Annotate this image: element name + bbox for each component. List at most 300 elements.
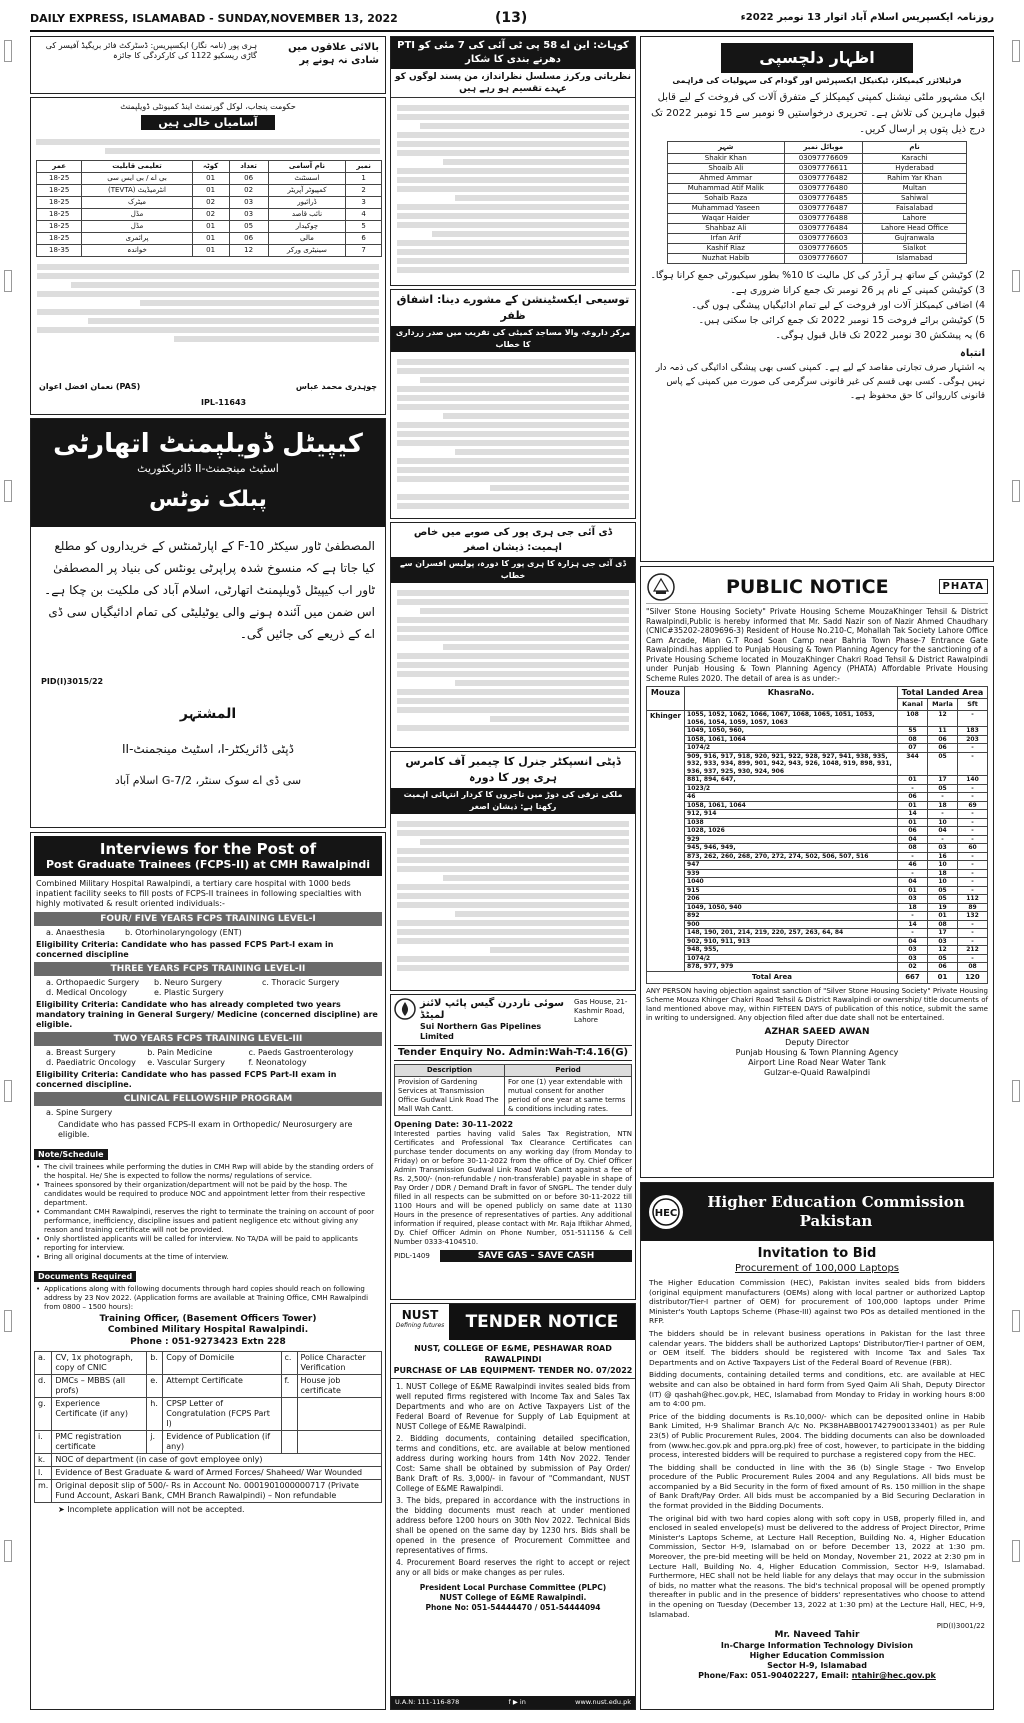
table-cell: 03097776488	[784, 214, 863, 224]
table-cell: 01	[192, 173, 229, 185]
table-cell: Islamabad	[863, 254, 967, 264]
table-cell: 01	[192, 245, 229, 257]
table-cell: 07	[898, 744, 928, 753]
specialty-item: f. Neonatology	[248, 1058, 307, 1067]
news-chamber-visit	[390, 751, 636, 991]
table-cell: 03097776605	[784, 244, 863, 254]
table-cell: 18-25	[37, 209, 82, 221]
table-cell: -	[898, 869, 928, 878]
table-cell: 344	[898, 752, 928, 776]
cmh-interview-ad	[30, 832, 386, 1710]
registration-mark	[1012, 270, 1020, 292]
hec-para: The original bid with two hard copies along with soft copy in USB, properly filled in, and enclosed in sealed envelope(s) must be delivered to the address of Project Director, Prime Minister's Laptops Scheme, at Lecture Hall Reception, Building No. 4, Higher Education Commission, Sector H-9, Islamabad on or before December 13, 2022 at 1:30 pm. Moreover, the pre-bid meeting will be held on Monday, November 21, 2022 at 2:30 pm in Lecture Hall, Building No. 4, Higher Education Commission, Sector H-9, Islamabad. Furthermore, HEC shall not be held liable for any delays that may occur in the submission of bids, no matter what the reasons. The bid's technical proposal will be opened promptly thereafter in public and in the presence of bidders' representatives who choose to attend in the opening on Tuesday (December 13, 2022 at 1:30 pm) at the Lecture Hall, HEC, H-9, Islamabad.	[649, 1513, 985, 1619]
table-row	[668, 204, 967, 214]
table-cell: 08	[928, 920, 958, 929]
table-row	[647, 852, 988, 861]
table-cell: خواندہ	[82, 245, 192, 257]
table-row	[647, 878, 988, 887]
table-row	[647, 711, 988, 727]
table-cell: 06	[898, 793, 928, 802]
registration-mark	[4, 40, 12, 62]
table-cell	[281, 1398, 297, 1431]
news-dig-haripur	[390, 522, 636, 748]
table-cell: -	[928, 793, 958, 802]
table-cell: 03097776603	[784, 234, 863, 244]
table-cell: 08	[898, 844, 928, 853]
pn-subcol: Kanal	[898, 699, 928, 711]
table-row	[35, 1431, 382, 1454]
table-cell: 01	[898, 886, 928, 895]
specialty-item: c. Paeds Gastroenterology	[248, 1048, 354, 1057]
table-cell: -	[958, 827, 988, 836]
cmh-clinical-elig: Candidate who has passed FCPS-II exam in Orthopedic/ Neurosurgery are eligible.	[58, 1120, 353, 1139]
hec-sign-name: Mr. Naveed Tahir	[774, 1630, 860, 1641]
pn-objection: ANY PERSON having objection against sanction of "Silver Stone Housing Society" Private Housing Scheme Mouza Khinger Chakri Road Tehsil & District Rawalpindi or ownership/ title documents of land mentioned above may, within FIFTEEN DAYS of publication of this notice, submit the same in writing to undersigned. Any objection filed after due date shall not be entertained.	[646, 986, 988, 1022]
table-cell: -	[928, 835, 958, 844]
table-cell: 14	[898, 810, 928, 819]
table-row	[647, 827, 988, 836]
pn-sign-line: Deputy Director	[785, 1037, 849, 1047]
table-cell: 1023/2	[685, 784, 898, 793]
masthead-left: DAILY EXPRESS, ISLAMABAD - SUNDAY,NOVEMBER 13, 2022	[30, 12, 398, 25]
registration-mark	[4, 480, 12, 502]
tender-opening: Opening Date: 30-11-2022	[394, 1120, 514, 1129]
nust-logo-text: NUST	[401, 1308, 439, 1322]
table-cell: Evidence of Best Graduate & ward of Armed Forces/ Shaheed/ War Wounded	[52, 1467, 382, 1480]
table-row	[668, 234, 967, 244]
table-cell: 203	[958, 735, 988, 744]
pn-body: "Silver Stone Housing Society" Private Housing Scheme MouzaKhinger Tehsil & District Rawalpindi,Public is hereby informed that Mr. Sadd Nazir son of Nazir Ahmed Chaudhary (CNIC#35202-2809696-3) Resident of House No.210-C, Mohallah Tak Society Lahore Office Cam Arcade, Mian G.T Road Soan Camp near Bahria Town Phase-7 Entrance Gate Rawalpindi.has applied to Punjab Housing & Town Planning Agency for the sanctioning of a Private Housing Scheme located in MouzaKhinger Chakri Road Tehsil & District Rawalpindi under Punjab Housing & Town Planning Agency (PHATA) Affordable Private Housing Scheme Rules 2020. The detail of area is as under:-	[646, 607, 988, 683]
table-cell: بی اے / بی ایس سی	[82, 173, 192, 185]
table-cell: d.	[35, 1375, 52, 1398]
table-cell: 1049, 1050, 940	[685, 903, 898, 912]
hec-para: Price of the bidding documents is Rs.10,000/- which can be deposited online in Habib Bank Limited, H-9 Shalimar Branch A/c No. PK38HABB0017427900133401) as per Rule 23(5) of Public Procurement Rules, 2004. The bidding documents can also be downloaded from (www.hec.gov.pk and ppra.org.pk) free of cost, however, to participate in the bidding process, interested bidders will be required to purchase a registered copy from the HEC.	[649, 1411, 985, 1460]
table-cell: -	[958, 920, 988, 929]
izhar-dilchaspi-ad	[640, 36, 994, 562]
table-cell: 01	[898, 818, 928, 827]
table-row	[668, 254, 967, 264]
table-cell: 03097776607	[784, 254, 863, 264]
table-cell: 18-25	[37, 233, 82, 245]
table-row	[647, 929, 988, 938]
table-cell: 01	[898, 801, 928, 810]
table-cell: 1	[346, 173, 382, 185]
table-cell: 01	[192, 185, 229, 197]
sngpl-name: Sui Northern Gas Pipelines Limited	[420, 1022, 542, 1041]
table-cell: g.	[35, 1398, 52, 1431]
cmh-level3-elig: Eligibility Criteria: Candidate who has passed FCPS Part-II exam in concerned discipline.	[36, 1070, 337, 1089]
pn-sign-line: Punjab Housing & Town Planning Agency	[735, 1047, 899, 1057]
table-cell: 5	[346, 221, 382, 233]
cmh-level1-elig: Eligibility Criteria: Candidate who has passed FCPS Part-I exam in concerned discipline	[36, 940, 334, 959]
news-subheadline: ملکی ترقی کی دوڑ میں تاجروں کا کردار انتہائی اہمیت رکھتا ہے: ذیشان اصغر	[391, 788, 635, 814]
table-cell: 03097776484	[784, 224, 863, 234]
table-cell: نائب قاصد	[268, 209, 346, 221]
news-subheadline: نظریاتی ورکرز مسلسل نظرانداز، من پسند لوگوں کو عہدے تقسیم ہو رہے ہیں	[391, 69, 635, 98]
cmh-address1: Training Officer, (Basement Officers Tower)	[99, 1314, 317, 1324]
table-cell: Muhammad Yaseen	[668, 204, 785, 214]
table-cell: 01	[898, 776, 928, 785]
nust-para: 3. The bids, prepared in accordance with the instructions in the bidding documents must reach at under mentioned address before 1200 hours on 30th Nov 2022. Technical Bids shall be opened on the same day by 1230 hrs. Bids shall be opened in the presence of Procurement Committee and representatives of firms.	[396, 1496, 630, 1555]
table-row	[647, 971, 988, 983]
cda-subtitle: اسٹیٹ مینجمنٹ-II ڈائریکٹوریٹ	[137, 462, 279, 475]
table-cell: House job certificate	[297, 1375, 382, 1398]
table-cell: Attempt Certificate	[163, 1375, 281, 1398]
table-cell: 12	[229, 245, 268, 257]
table-cell: -	[958, 861, 988, 870]
note-item: • Only shortlisted applicants will be called for interview. No TA/DA will be paid to applicants reporting for interview.	[44, 1235, 382, 1253]
table-cell: j.	[147, 1431, 163, 1454]
table-cell: Experience Certificate (if any)	[52, 1398, 147, 1431]
table-cell: -	[958, 752, 988, 776]
specialty-item: b. Otorhinolaryngology (ENT)	[124, 928, 242, 937]
nust-para: 2. Bidding documents, containing detailed specification, terms and conditions, etc. are available at below mentioned address during working hours from 14th Nov 2022. Tender Cost: Same shall be obtained by submission of Pay Order/ Bank Draft of Rs. 3,000/- in favour of "Commandant, NUST College of E&ME Rawalpindi.	[396, 1434, 630, 1493]
pn-col: Mouza	[647, 687, 685, 711]
table-cell: 18-25	[37, 197, 82, 209]
table-cell: Waqar Haider	[668, 214, 785, 224]
vacancy-header: حکومت پنجاب، لوکل گورنمنٹ اینڈ کمیونٹی ڈویلپمنٹ	[120, 102, 296, 111]
table-row	[647, 776, 988, 785]
table-cell: 04	[898, 878, 928, 887]
izhar-warning-title: انتباہ	[960, 348, 985, 359]
izhar-contact-table	[667, 141, 967, 264]
table-cell: 12	[928, 711, 958, 727]
table-cell: 02	[192, 197, 229, 209]
table-cell: 1074/2	[685, 744, 898, 753]
cmh-level2-elig: Eligibility Criteria: Candidate who has already completed two years mandatory training in General Surgery/ Medicine (concerned discipline) are eligible.	[36, 1000, 378, 1029]
table-cell: 2	[346, 185, 382, 197]
cmh-warning	[58, 1505, 382, 1515]
izhar-col: شہر	[668, 142, 785, 154]
table-cell: 10	[928, 878, 958, 887]
registration-mark	[4, 1310, 12, 1332]
table-cell: 05	[928, 784, 958, 793]
tender-table	[394, 1064, 632, 1116]
table-cell: 16	[928, 852, 958, 861]
table-cell: چوکیدار	[268, 221, 346, 233]
nust-tender	[390, 1303, 636, 1710]
vacancy-sign-right: نعمان افضل اعوان (PAS)	[39, 382, 141, 391]
registration-mark	[1012, 1540, 1020, 1562]
cmh-phone: Phone : 051-9273423 Extn 228	[130, 1337, 286, 1347]
table-cell: 873, 262, 260, 268, 270, 272, 274, 502, 506, 507, 516	[685, 852, 898, 861]
izhar-point: 5) کوٹیشن برائے فروخت 15 نومبر 2022 تک جمع کرائی جا سکتی ہیں۔	[698, 315, 985, 326]
table-row	[647, 835, 988, 844]
table-row	[647, 727, 988, 736]
table-cell: 01	[192, 233, 229, 245]
table-cell: 06	[229, 233, 268, 245]
hec-procurement: Procurement of 100,000 Laptops	[734, 1263, 900, 1274]
table-cell: 05	[928, 895, 958, 904]
table-cell: 04	[898, 937, 928, 946]
cmh-level2: THREE YEARS FCPS TRAINING LEVEL-II	[34, 962, 382, 976]
table-cell	[297, 1431, 382, 1454]
table-cell: 06	[229, 173, 268, 185]
nust-uan: U.A.N: 111-116-878	[395, 1698, 460, 1706]
table-row	[668, 184, 967, 194]
table-cell: 06	[928, 744, 958, 753]
tender-col: Description	[395, 1065, 505, 1077]
cda-notice-title: پبلک نوٹس	[149, 487, 267, 512]
izhar-point: 3) کوٹیشن کمپنی کے نام پر 26 نومبر تک جمع کرانا ضروری ہے۔	[730, 285, 985, 296]
table-cell: 945, 946, 949,	[685, 844, 898, 853]
table-cell: Multan	[863, 184, 967, 194]
news-subheadline: مرکز داروغہ والا مساجد کمیٹی کی تقریب میں صدر زرداری کا خطاب	[391, 326, 635, 352]
social-icons: f ▶ in	[508, 1698, 526, 1706]
table-cell: 912, 914	[685, 810, 898, 819]
tender-body: Interested parties having valid Sales Tax Registration, NTN Certificates and Professional Tax Clearance Certificates can purchase tender documents on any working day (from Monday to Friday) on or before 30-11-2022 from the office of Dy. Chief Officer Admin Transmission Gudwal Link Road Wah Cantt against a fee of Rs. 2,500/- (non-refundable / non-transferable) payable in shape of Pay Order / DDR / Demand Draft in favor of SNGPL. The tender duly filled in all respects can be submitted on or before 30-11-2022 till 1100 Hours and will be opened publicly on same date at 1130 Hours in the presence of representatives of parties. Any additional information if required, please contact with Mr. Raja Iftikhar Ahmed, Dy. Chief Officer Admin on Phone Number, 051-511156 & Cell Number 0333-4104510.	[394, 1130, 632, 1246]
table-cell: NOC of department (in case of govt employee only)	[52, 1454, 382, 1467]
table-cell: Kashif Riaz	[668, 244, 785, 254]
table-cell: Copy of Domicile	[163, 1352, 281, 1375]
nust-footer3: Phone No: 051-54444470 / 051-54444094	[425, 1603, 601, 1612]
table-row	[647, 963, 988, 972]
table-cell: انٹرمیڈیٹ (TEVTA)	[82, 185, 192, 197]
table-cell: 1058, 1061, 1064	[685, 735, 898, 744]
izhar-title: اظہار دلچسپی	[721, 43, 913, 73]
table-cell: 18	[928, 801, 958, 810]
news-headline: ڈی آئی جی ہری پور کی صوبے میں خاص اہمیت: ذیشان اصغر	[413, 527, 613, 553]
hec-para: Bidding documents, containing detailed terms and conditions, etc. are available at HEC website and can also be obtained in hard form from Syed Qaim Ali Shah, Deputy Director (IT) @ qashah@hec.gov.pk, HEC, Islamabad from Monday to Friday in working hours 8:00 am to 4:00 pm.	[649, 1370, 985, 1409]
registration-mark	[1012, 40, 1020, 62]
table-cell: Irfan Arif	[668, 234, 785, 244]
table-cell: 03097776485	[784, 194, 863, 204]
table-cell: a.	[35, 1352, 52, 1375]
cmh-documents-table	[34, 1351, 382, 1503]
table-cell: اسسٹنٹ	[268, 173, 346, 185]
table-cell: b.	[147, 1352, 163, 1375]
registration-mark	[1012, 480, 1020, 502]
table-cell: -	[898, 784, 928, 793]
izhar-point: 4) اضافی کیمیکلز آلات اور فروخت کے لیے تمام ادائیگیاں پیشگی ہوں گی۔	[691, 300, 985, 311]
specialty-item: a. Breast Surgery	[46, 1048, 116, 1057]
table-cell: Lahore	[863, 214, 967, 224]
registration-mark	[4, 270, 12, 292]
table-cell: مڈل	[82, 221, 192, 233]
vacancy-sign-left: چوہدری محمد عباس	[295, 382, 377, 391]
table-cell: -	[958, 818, 988, 827]
table-row	[37, 245, 382, 257]
table-row	[647, 869, 988, 878]
table-cell: کمپیوٹر آپریٹر	[268, 185, 346, 197]
table-row	[647, 886, 988, 895]
sngpl-tender	[390, 994, 636, 1300]
table-cell: Muhammad Atif Malik	[668, 184, 785, 194]
table-cell: f.	[281, 1375, 297, 1398]
table-cell: 01	[928, 912, 958, 921]
table-cell: 3	[346, 197, 382, 209]
masthead-right: روزنامہ ایکسپریس اسلام آباد اتوار 13 نومبر 2022ء	[740, 12, 994, 23]
table-row	[647, 752, 988, 776]
nust-head1: NUST, COLLEGE OF E&ME, PESHAWAR ROAD RAWALPINDI	[414, 1344, 612, 1364]
table-cell: 6	[346, 233, 382, 245]
table-cell: 18	[928, 869, 958, 878]
table-cell: 18-25	[37, 185, 82, 197]
table-cell: 03	[898, 954, 928, 963]
table-cell: 03	[229, 209, 268, 221]
table-cell: 05	[928, 954, 958, 963]
nust-para: 4. Procurement Board reserves the right to accept or reject any or all bids or make changes as per rules.	[396, 1558, 630, 1577]
nust-footer2: NUST College of E&ME Rawalpindi.	[439, 1593, 587, 1602]
table-row	[668, 214, 967, 224]
table-row	[37, 197, 382, 209]
table-row	[647, 920, 988, 929]
svg-text:HEC: HEC	[654, 1208, 678, 1219]
table-row	[668, 174, 967, 184]
table-cell: 17	[928, 929, 958, 938]
table-cell: 881, 894, 647,	[685, 776, 898, 785]
cmh-subtitle: Post Graduate Trainees (FCPS-II) at CMH Rawalpindi	[46, 858, 370, 871]
vacancy-col: کوٹہ	[192, 161, 229, 173]
vacancy-col: نمبر	[346, 161, 382, 173]
table-row	[647, 861, 988, 870]
nust-title: TENDER NOTICE	[465, 1312, 619, 1332]
table-cell: Sahiwal	[863, 194, 967, 204]
table-cell: 939	[685, 869, 898, 878]
cmh-note-label: Note/Schedule	[34, 1149, 108, 1160]
cmh-address2: Combined Military Hospital Rawalpindi.	[107, 1325, 309, 1335]
table-cell: Sohaib Raza	[668, 194, 785, 204]
table-cell: 1049, 1050, 960,	[685, 727, 898, 736]
table-row	[647, 810, 988, 819]
hec-sign-line: Higher Education Commission	[749, 1651, 885, 1661]
hec-email[interactable]: ntahir@hec.gov.pk	[851, 1671, 936, 1681]
table-cell: 12	[928, 946, 958, 955]
table-cell: CPSP Letter of Congratulation (FCPS Part I)	[163, 1398, 281, 1431]
table-cell: 948, 955,	[685, 946, 898, 955]
table-cell: 11	[928, 727, 958, 736]
nust-website[interactable]: www.nust.edu.pk	[575, 1698, 631, 1706]
hec-para: The bidding shall be conducted in line with the 36 (b) Single Stage - Two Envelop procedure of the Public Procurement Rules 2004 and any Regulations. All bids must be accompanied by a Bid Security in the form of fixed amount of Rs. 150 million in the shape of Bank Draft/Pay Order. All bids must be accompanied by a Bid Securing Declaration in the format provided in the Bidding Documents.	[649, 1462, 985, 1511]
table-cell: 4	[346, 209, 382, 221]
table-cell: 1074/2	[685, 954, 898, 963]
vacancy-ad	[30, 97, 386, 415]
cmh-notes	[34, 1163, 382, 1262]
table-cell: Hyderabad	[863, 164, 967, 174]
cda-public-notice	[30, 418, 386, 828]
specialty-item: b. Neuro Surgery	[154, 978, 223, 987]
table-cell: 03	[928, 937, 958, 946]
masthead	[30, 8, 994, 32]
table-cell: 18	[898, 903, 928, 912]
pn-title: PUBLIC NOTICE	[725, 575, 889, 598]
note-item: • Trainees sponsored by their organization/department will not be paid by the hosp. The candidates would be required to produce NOC and appointment letter from their respective department.	[44, 1181, 382, 1208]
table-cell: m.	[35, 1480, 52, 1503]
pn-col: Total Landed Area	[898, 687, 988, 699]
table-cell: h.	[147, 1398, 163, 1431]
table-cell: 18-35	[37, 245, 82, 257]
news-headline: کوہاٹ: این اے 58 پی ٹی آئی کی 7 مئی کو PTI دھرنے بندی کا شکار	[391, 37, 635, 69]
table-cell: سینیٹری ورکر	[268, 245, 346, 257]
table-cell: Police Character Verification	[297, 1352, 382, 1375]
registration-mark	[1012, 1080, 1020, 1102]
flame-logo-icon	[394, 998, 416, 1020]
table-cell: -	[958, 869, 988, 878]
table-cell	[297, 1398, 382, 1431]
specialty-item: d. Paediatric Oncology	[46, 1058, 136, 1067]
table-row	[647, 946, 988, 955]
table-cell: 04	[898, 835, 928, 844]
table-row	[647, 844, 988, 853]
table-cell: Shakir Khan	[668, 154, 785, 164]
table-row	[35, 1398, 382, 1431]
table-cell: 03097776487	[784, 204, 863, 214]
specialty-item: b. Pain Medicine	[147, 1048, 213, 1057]
table-cell: 01	[928, 971, 958, 983]
table-row	[647, 784, 988, 793]
table-cell: 05	[229, 221, 268, 233]
nust-logo	[391, 1304, 449, 1340]
arrow-right-icon: ➤	[58, 1505, 68, 1514]
izhar-body: ایک مشہور ملٹی نیشنل کمپنی کیمیکلز کے متفرق آلات کی فروخت کے لیے قابل قبول ماہرین کی تلاش ہے۔ تحریری درخواستیں 9 نومبر سے 15 نومبر 2022 تک درج ذیل پتوں پر ارسال کریں۔	[651, 92, 985, 135]
table-cell: پرائمری	[82, 233, 192, 245]
table-row	[35, 1375, 382, 1398]
hec-title2: Pakistan	[799, 1212, 873, 1230]
izhar-warning: یہ اشتہار صرف تجارتی مقاصد کے لیے ہے۔ کمپنی کسی بھی پیشگی ادائیگی کی ذمہ دار نہیں ہوگی۔ کسی بھی قسم کی غیر قانونی سرگرمی کی صورت میں کمپنی کے پاس قانونی کارروائی کا حق محفوظ ہے۔	[655, 363, 985, 401]
table-cell: 55	[898, 727, 928, 736]
table-cell: 140	[958, 776, 988, 785]
table-cell: e.	[147, 1375, 163, 1398]
cmh-title: Interviews for the Post of	[99, 840, 317, 858]
govt-emblem-icon	[646, 572, 676, 602]
table-cell: 03	[898, 946, 928, 955]
vacancy-col: تعداد	[229, 161, 268, 173]
phata-public-notice	[640, 566, 994, 1178]
news-body	[391, 814, 635, 978]
table-cell: -	[958, 711, 988, 727]
table-row	[647, 903, 988, 912]
hec-phone: Phone/Fax: 051-90402227	[698, 1671, 816, 1681]
pn-col: KhasraNo.	[685, 687, 898, 711]
registration-mark	[1012, 1310, 1020, 1332]
cmh-docs-intro	[34, 1285, 382, 1312]
table-cell: -	[958, 886, 988, 895]
table-cell: 02	[898, 963, 928, 972]
table-cell: 206	[685, 895, 898, 904]
pn-mouza: Khinger	[647, 711, 685, 972]
nust-footer1: President Local Purchase Committee (PLPC)	[419, 1583, 607, 1592]
cmh-clinical-item: a. Spine Surgery	[46, 1108, 113, 1117]
table-row	[668, 154, 967, 164]
table-cell: -	[958, 954, 988, 963]
table-cell: Shoaib Ali	[668, 164, 785, 174]
vacancy-col: عمر	[37, 161, 82, 173]
cmh-level1-list	[46, 928, 370, 938]
table-cell: 7	[346, 245, 382, 257]
table-cell: -	[958, 793, 988, 802]
table-cell: 03097776609	[784, 154, 863, 164]
table-cell: مڈل	[82, 209, 192, 221]
cda-title: کیپیٹل ڈویلپمنٹ اتھارٹی	[53, 429, 363, 459]
izhar-col: موبائل نمبر	[784, 142, 863, 154]
table-row	[668, 164, 967, 174]
sngpl-urdu-name: سوئی ناردرن گیس پائپ لائنز لمیٹڈ	[420, 998, 564, 1021]
note-item: • The civil trainees while performing the duties in CMH Rwp will abide by the standing orders of the hospital. He/ She is expected to follow the norms/ regulations of service.	[44, 1163, 382, 1181]
page-number: (13)	[495, 10, 528, 26]
table-cell: 69	[958, 801, 988, 810]
table-cell: 06	[928, 963, 958, 972]
table-cell: 1028, 1026	[685, 827, 898, 836]
cda-sign2: ڈپٹی ڈائریکٹر-I، اسٹیٹ مینجمنٹ-II	[122, 742, 294, 756]
table-cell: 10	[928, 818, 958, 827]
table-cell: -	[898, 929, 928, 938]
table-row	[647, 744, 988, 753]
table-cell: 03	[928, 844, 958, 853]
news-headline: بالائی علاقوں میں شادی نہ ہونے پر	[288, 42, 379, 66]
tender-heading: Tender Enquiry No. Admin:Wah-T:4.16(G)	[394, 1045, 632, 1061]
news-left-top	[30, 36, 386, 94]
hec-para: The Higher Education Commission (HEC), Pakistan invites sealed bids from bidders (original equipment manufacturers (OEMs) along with local partner or authorized Laptop distributor/Tier-I partner of OEM) for procurement of 100,000 laptops under Prime Minister's Youth Laptops Scheme (Phase-III) against two POs as detailed mentioned in the RFP.	[649, 1278, 985, 1326]
